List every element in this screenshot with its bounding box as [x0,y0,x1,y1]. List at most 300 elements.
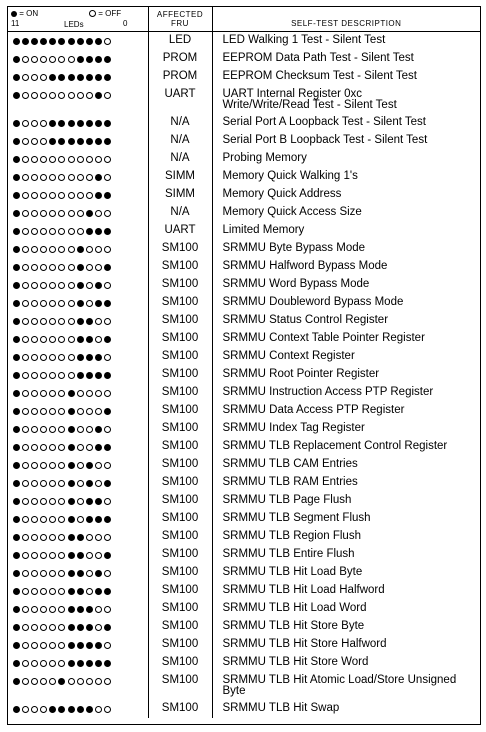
led-on-icon [86,480,93,487]
led-on-icon [77,336,84,343]
led-off-icon [104,706,111,713]
led-off-icon [40,246,47,253]
description-cell [212,582,480,600]
led-pattern-cell [8,132,148,150]
led-off-icon [40,462,47,469]
description-value: SRMMU TLB Hit Load Byte [222,566,363,578]
led-off-icon [49,228,56,235]
table-row [8,600,480,618]
led-off-icon [49,336,56,343]
description-cell [212,510,480,528]
led-on-icon [13,516,20,523]
on-label: = ON [19,9,39,18]
led-off-icon [22,516,29,523]
fru-value: SM100 [161,702,199,714]
led-off-icon [104,534,111,541]
led-off-icon [68,192,75,199]
led-off-icon [104,354,111,361]
led-off-icon [68,228,75,235]
table-row [8,276,480,294]
led-pattern-cell [8,240,148,258]
led-on-icon [13,552,20,559]
description-cell [212,114,480,132]
description-value: SRMMU TLB Region Flush [222,530,361,542]
description-value: EEPROM Data Path Test - Silent Test [222,52,414,64]
led-off-icon [49,516,56,523]
led-pattern [13,186,148,204]
description-cell [212,186,480,204]
led-off-icon [86,174,93,181]
led-off-icon [40,300,47,307]
description-value: EEPROM Checksum Test - Silent Test [222,70,418,82]
fru-cell [148,366,212,384]
fru-value: PROM [162,70,198,82]
fru-cell [148,294,212,312]
description-cell [212,150,480,168]
led-off-icon [77,228,84,235]
description-cell [212,438,480,456]
description-value: SRMMU Halfword Bypass Mode [222,260,388,272]
description-header [212,7,480,32]
led-off-icon [68,56,75,63]
table-row [8,700,480,718]
led-on-icon [77,282,84,289]
led-off-icon [95,336,102,343]
led-on-icon [68,74,75,81]
led-on-icon [68,660,75,667]
led-on-icon [40,38,47,45]
led-off-icon [22,228,29,235]
led-off-icon [22,336,29,343]
led-off-icon [95,606,102,613]
fru-cell [148,50,212,68]
led-pattern-cell [8,204,148,222]
description-cell [212,132,480,150]
led-off-icon [40,408,47,415]
led-off-icon [40,390,47,397]
led-on-icon [77,264,84,271]
led-off-icon [77,678,84,685]
description-value: Memory Quick Access Size [222,206,362,218]
led-off-icon [31,138,38,145]
led-pattern-cell [8,600,148,618]
led-off-icon [40,624,47,631]
led-off-icon [58,372,65,379]
led-off-icon [58,246,65,253]
led-pattern-cell [8,348,148,366]
led-off-icon [58,660,65,667]
led-off-icon [104,498,111,505]
fru-cell [148,438,212,456]
leds-header [8,7,148,32]
led-off-icon [49,444,56,451]
led-on-icon [86,462,93,469]
led-off-icon [40,444,47,451]
led-on-icon [13,282,20,289]
led-off-icon [31,498,38,505]
fru-cell [148,600,212,618]
led-off-icon [31,606,38,613]
led-pattern [13,330,148,348]
led-off-icon [40,138,47,145]
led-on-icon [86,228,93,235]
led-pattern [13,222,148,240]
led-pattern-cell [8,672,148,700]
table-row [8,204,480,222]
led-on-icon [95,444,102,451]
led-pattern [13,618,148,636]
led-off-icon [68,354,75,361]
led-pattern-cell [8,32,148,51]
led-off-icon [68,156,75,163]
led-off-icon [104,642,111,649]
led-off-icon [22,534,29,541]
table-row [8,186,480,204]
fru-cell [148,32,212,51]
description-value: SRMMU TLB Hit Load Word [222,602,367,614]
led-pattern-cell [8,456,148,474]
led-pattern-cell [8,546,148,564]
table-row [8,114,480,132]
led-off-icon [58,642,65,649]
led-pattern [13,456,148,474]
led-on-icon [68,624,75,631]
led-off-icon [31,516,38,523]
led-off-icon [31,480,38,487]
led-off-icon [104,606,111,613]
led-on-icon [13,408,20,415]
led-off-icon [40,498,47,505]
led-off-icon [22,192,29,199]
led-off-icon [58,174,65,181]
led-off-icon [104,282,111,289]
led-on-icon [95,516,102,523]
led-pattern [13,366,148,384]
description-cell [212,240,480,258]
description-cell [212,276,480,294]
led-off-icon [31,444,38,451]
description-cell [212,312,480,330]
led-off-icon [68,300,75,307]
fru-header-line1: AFFECTED [156,10,204,19]
led-on-icon [13,246,20,253]
fru-cell [148,276,212,294]
fru-value: SM100 [161,656,199,668]
led-on-icon [13,174,20,181]
led-on-icon [95,588,102,595]
table-row [8,636,480,654]
led-on-icon [68,138,75,145]
led-off-icon [58,92,65,99]
led-off-icon [58,282,65,289]
led-off-icon [22,138,29,145]
description-cell [212,474,480,492]
led-on-icon [95,92,102,99]
led-pattern [13,510,148,528]
led-on-icon [58,38,65,45]
off-legend [89,9,121,18]
led-off-icon [40,570,47,577]
led-pattern [13,32,148,50]
led-off-icon [31,120,38,127]
description-cell [212,492,480,510]
description-value: SRMMU Context Register [222,350,355,362]
description-value: SRMMU Doubleword Bypass Mode [222,296,404,308]
led-on-icon [86,606,93,613]
fru-cell [148,240,212,258]
led-pattern-cell [8,86,148,114]
led-off-icon [31,264,38,271]
fru-cell [148,330,212,348]
fru-cell [148,672,212,700]
led-off-icon [31,426,38,433]
led-off-icon [31,156,38,163]
led-off-icon [22,156,29,163]
table-row [8,546,480,564]
led-off-icon [104,246,111,253]
led-off-icon [31,624,38,631]
led-off-icon [31,462,38,469]
led-on-icon [68,606,75,613]
table-row [8,132,480,150]
description-value: Memory Quick Walking 1's [222,170,358,182]
led-on-icon [104,552,111,559]
fru-cell [148,384,212,402]
table-row [8,86,480,114]
fru-cell [148,402,212,420]
led-on-icon [77,642,84,649]
led-on-icon [86,354,93,361]
led-off-icon [77,390,84,397]
led-off-icon [58,264,65,271]
led-off-icon [49,660,56,667]
led-on-icon [49,138,56,145]
led-off-icon [68,264,75,271]
description-cell [212,456,480,474]
led-off-icon [49,56,56,63]
description-value: Serial Port B Loopback Test - Silent Test [222,134,428,146]
led-off-icon [95,678,102,685]
fru-value: N/A [170,134,190,146]
led-on-icon [68,588,75,595]
led-on-icon [13,606,20,613]
led-off-icon [40,372,47,379]
fru-value: SM100 [161,260,199,272]
led-pattern [13,582,148,600]
description-cell [212,402,480,420]
led-on-icon [86,138,93,145]
description-cell [212,564,480,582]
led-off-icon [49,588,56,595]
led-off-icon [22,174,29,181]
led-off-icon [40,480,47,487]
led-off-icon [58,192,65,199]
fru-value: SM100 [161,530,199,542]
led-on-icon [77,120,84,127]
led-on-icon [68,642,75,649]
fru-cell [148,700,212,718]
led-off-icon [49,426,56,433]
led-off-icon [68,174,75,181]
led-off-icon [77,408,84,415]
led-pattern-cell [8,420,148,438]
led-off-icon [22,570,29,577]
led-off-icon [31,390,38,397]
led-off-icon [31,354,38,361]
led-on-icon [77,706,84,713]
led-on-icon [104,138,111,145]
led-on-icon [95,228,102,235]
led-on-icon [68,426,75,433]
fru-value: N/A [170,206,190,218]
fru-cell [148,348,212,366]
led-on-icon [95,282,102,289]
led-off-icon [31,534,38,541]
led-off-icon [31,706,38,713]
led-on-icon [13,624,20,631]
led-pattern-cell [8,700,148,718]
led-off-icon [31,588,38,595]
led-on-icon [86,624,93,631]
led-on-icon [31,38,38,45]
led-on-icon [95,174,102,181]
led-on-icon [77,588,84,595]
fru-header-line2: FRU [171,19,189,28]
led-on-icon [77,246,84,253]
led-off-icon [86,156,93,163]
led-off-icon [58,552,65,559]
led-off-icon [104,156,111,163]
led-on-icon [86,38,93,45]
led-on-icon [13,56,20,63]
led-off-icon [40,706,47,713]
led-low-index: 0 [123,19,128,28]
led-on-icon [77,354,84,361]
led-off-icon [40,426,47,433]
led-on-icon [13,570,20,577]
fru-value: SM100 [161,404,199,416]
description-cell [212,86,480,114]
fru-cell [148,86,212,114]
description-value: SRMMU TLB Page Flush [222,494,352,506]
led-off-icon [68,282,75,289]
led-off-icon [31,570,38,577]
led-on-icon [104,624,111,631]
led-on-icon [95,38,102,45]
led-off-icon [31,336,38,343]
led-off-icon [22,426,29,433]
led-off-icon [58,498,65,505]
table-row [8,420,480,438]
led-off-icon [95,462,102,469]
led-off-icon [68,336,75,343]
fru-value: SM100 [161,386,199,398]
led-off-icon [31,408,38,415]
led-pattern [13,50,148,68]
led-on-icon [95,56,102,63]
led-on-icon [13,444,20,451]
led-on-icon [104,120,111,127]
table-row [8,68,480,86]
led-off-icon [49,156,56,163]
description-cell [212,672,480,700]
description-value: SRMMU TLB Segment Flush [222,512,371,524]
header-row [8,7,480,32]
fru-cell [148,132,212,150]
led-on-icon [77,74,84,81]
description-value: SRMMU TLB RAM Entries [222,476,358,488]
led-pattern [13,114,148,132]
led-pattern [13,564,148,582]
led-off-icon [86,282,93,289]
fru-value: UART [164,224,196,236]
led-pattern-cell [8,68,148,86]
led-off-icon [49,606,56,613]
self-test-table-sheet [7,6,481,725]
led-on-icon [86,516,93,523]
led-off-icon [104,570,111,577]
fru-header [148,7,212,32]
led-pattern-cell [8,366,148,384]
led-off-icon [40,588,47,595]
led-off-icon [49,642,56,649]
led-on-icon [13,120,20,127]
description-cell [212,528,480,546]
led-pattern [13,132,148,150]
led-high-index: 11 [11,19,20,28]
fru-cell [148,222,212,240]
led-off-icon [104,210,111,217]
led-pattern-cell [8,510,148,528]
description-cell [212,258,480,276]
description-value: SRMMU TLB CAM Entries [222,458,358,470]
fru-value: SM100 [161,602,199,614]
led-on-icon [13,228,20,235]
led-on-icon [13,534,20,541]
led-off-icon [40,642,47,649]
led-pattern-cell [8,276,148,294]
led-pattern-cell [8,186,148,204]
description-value: SRMMU TLB Replacement Control Register [222,440,448,452]
description-cell [212,168,480,186]
fru-cell [148,510,212,528]
led-pattern-cell [8,402,148,420]
led-off-icon [40,534,47,541]
fru-cell [148,186,212,204]
led-off-icon [22,246,29,253]
fru-value: SIMM [164,188,196,200]
led-off-icon [49,192,56,199]
led-on-icon [86,336,93,343]
led-on-icon [13,138,20,145]
led-off-icon [95,390,102,397]
led-off-icon [49,92,56,99]
led-pattern [13,294,148,312]
table-row [8,348,480,366]
led-pattern-cell [8,222,148,240]
led-off-icon [68,372,75,379]
off-label: = OFF [98,9,122,18]
led-pattern-cell [8,492,148,510]
led-on-icon [104,516,111,523]
fru-value: SM100 [161,584,199,596]
description-value: LED Walking 1 Test - Silent Test [222,34,386,46]
led-on-icon [13,318,20,325]
led-off-icon [22,552,29,559]
led-off-icon [77,426,84,433]
fru-value: SM100 [161,548,199,560]
led-on-icon [13,372,20,379]
